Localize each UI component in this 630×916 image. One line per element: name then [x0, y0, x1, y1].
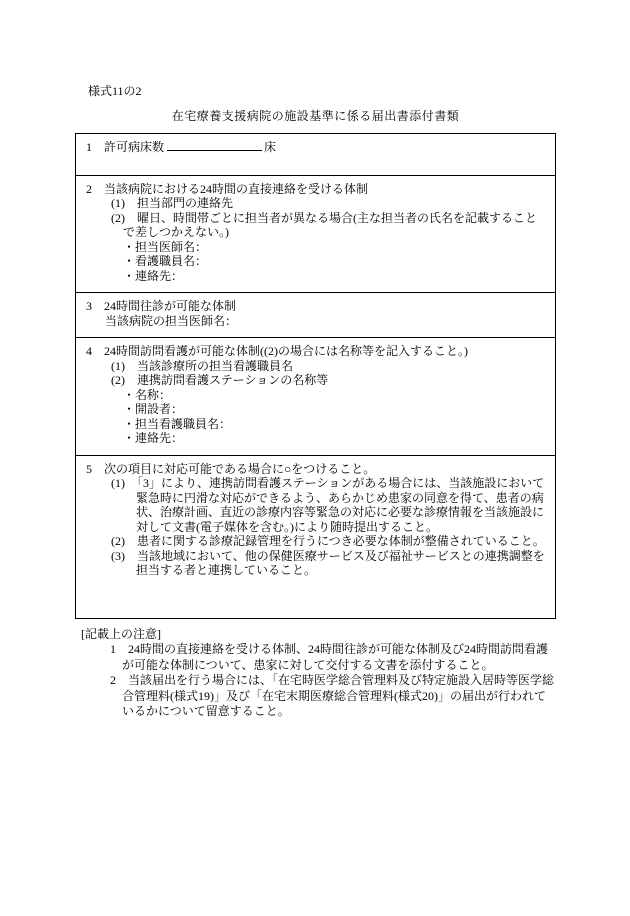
table-row-2: [76, 175, 555, 293]
list-item: (2) 連携訪問看護ステーションの名称等: [111, 373, 329, 387]
row-heading: 3 24時間往診が可能な体制: [86, 299, 237, 313]
bullet-item: ・連絡先：: [123, 268, 184, 283]
bullet-item: ・担当看護職員名：: [123, 416, 232, 431]
table-row-4: [76, 337, 555, 455]
bullet-item: ・看護職員名：: [123, 254, 208, 268]
note-item: 2 当該届出を行う場合には、「在宅時医学総合管理料及び特定施設入居時等医学総合管理料(様式19)」及び「在宅末期医療総合管理料(様式20)」の届出が行われているかについて留意すること。: [110, 673, 555, 718]
form-number: 様式11の2: [88, 84, 142, 98]
fill-in-blank: [167, 140, 262, 151]
bullet-item: ・名称：: [123, 387, 172, 402]
table-row-5: [76, 455, 555, 618]
list-item: (1) 当該診療所の担当看護職員名: [111, 358, 293, 373]
bed-count-label: 1 許可病床数: [86, 140, 165, 154]
row-heading: 5 次の項目に対応可能である場合に○をつけること。: [86, 461, 376, 476]
bullet-item: ・担当医師名：: [123, 239, 208, 254]
list-item: (1) 担当部門の連絡先: [111, 196, 233, 210]
notes-section: [75, 627, 556, 720]
list-item: (2) 患者に関する診療記録管理を行うにつき必要な体制が整備されていること。: [111, 534, 545, 548]
list-item: (2) 曜日、時間帯ごとに担当者が異なる場合(主な担当者の氏名を記載することで差しつかえない。): [111, 210, 537, 239]
row-heading: 2 当該病院における24時間の直接連絡を受ける体制: [86, 181, 369, 196]
row-heading: 4 24時間訪問看護が可能な体制((2)の場合には名称等を記入すること。): [86, 344, 468, 358]
bed-count-unit: 床: [264, 140, 277, 154]
table-row-3: [76, 292, 555, 337]
notes-header: [記載上の注意]: [81, 626, 161, 641]
bullet-item: ・開設者：: [123, 402, 184, 416]
table-row-1: [76, 134, 555, 175]
form-table: [75, 133, 556, 619]
list-item: (1) 「3」により、連携訪問看護ステーションがある場合には、当該施設において緊急時に円滑な対応ができるよう、あらかじめ患家の同意を得て、患者の病状、治療計画、直近の診療内容等緊急の対応に必要な診療情報を当該施設に対して文書(電子媒体を含む。)により随時提出すること。: [111, 476, 545, 534]
list-item: (3) 当該地域において、他の保健医療サービス及び福祉サービスとの連携調整を担当する者と連携していること。: [111, 548, 545, 577]
page-title: 在宅療養支援病院の施設基準に係る届出書添付書類: [171, 109, 460, 123]
sub-line: 当該病院の担当医師名：: [105, 313, 238, 328]
note-item: 1 24時間の直接連絡を受ける体制、24時間往診が可能な体制及び24時間訪問看護が可能な体制について、患家に対して交付する文書を添付すること。: [110, 642, 549, 672]
row-heading: [86, 140, 547, 155]
bullet-item: ・連絡先：: [123, 431, 184, 445]
